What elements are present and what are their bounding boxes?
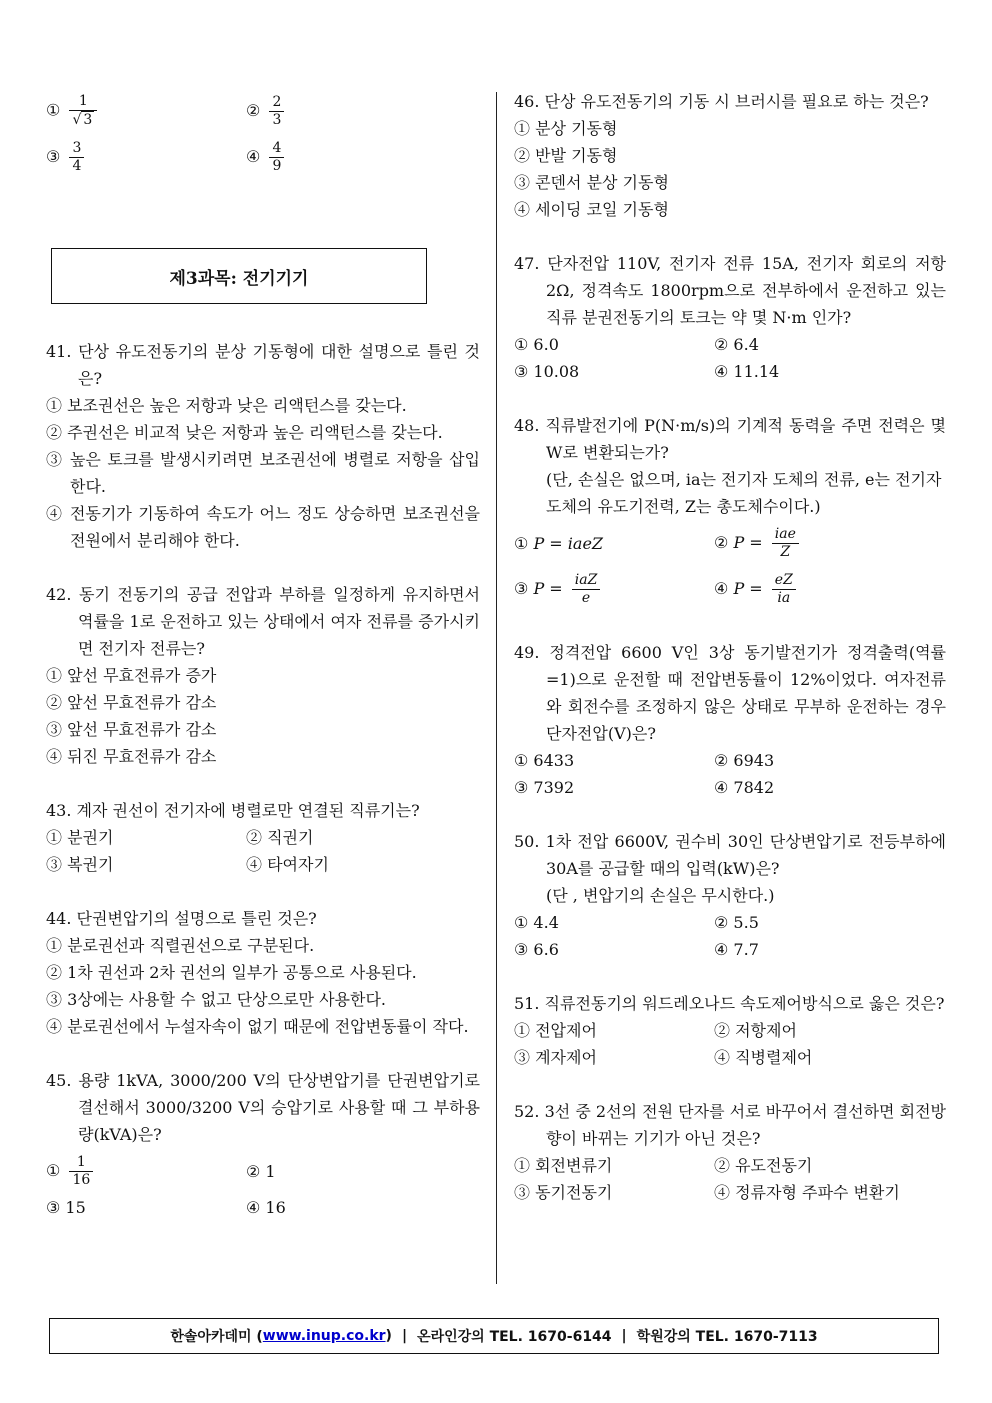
- option-3: ③ 동기전동기: [514, 1183, 613, 1202]
- option-1: ① 회전변류기: [514, 1156, 613, 1175]
- option-1: ① 6.0: [514, 335, 559, 354]
- option-3: ③ 앞선 무효전류가 감소: [46, 720, 217, 739]
- prev-option-4: ④ $\frac{4}{9}$: [246, 140, 446, 175]
- question-49: [514, 639, 946, 801]
- prev-option-2: ② $\frac{2}{3}$: [246, 94, 446, 129]
- option-1: ① 분로권선과 직렬권선으로 구분된다.: [46, 936, 315, 955]
- option-4: ④ 16: [246, 1198, 286, 1217]
- fraction: $\frac{3}{4}$: [69, 140, 84, 175]
- option-2: ② 1: [246, 1161, 276, 1181]
- option-2: ② 주권선은 비교적 낮은 저항과 높은 리액턴스를 갖는다.: [46, 423, 443, 442]
- option-2: ② 유도전동기: [714, 1156, 813, 1175]
- option-3: ③ 10.08: [514, 362, 580, 381]
- option-4: ④ P = $\frac{eZ}{ia}$: [714, 572, 914, 607]
- question-text: 52. 3선 중 2선의 전원 단자를 서로 바꾸어서 결선하면 회전방향이 바뀌는 기기가 아닌 것은?: [514, 1102, 946, 1148]
- option-3: ③ 콘덴서 분상 기동형: [514, 173, 669, 192]
- option-4: ④ 타여자기: [246, 855, 329, 874]
- option-1: ① 앞선 무효전류가 증가: [46, 666, 217, 685]
- question-note: (단 , 변압기의 손실은 무시한다.): [546, 886, 775, 905]
- question-48: [514, 412, 946, 612]
- footer: 한솔아카데미 ( www.inup.co.kr ) | 온라인강의 TEL. 1670-6144 | 학원강의 TEL. 1670-7113: [49, 1318, 939, 1354]
- fraction: $\frac{4}{9}$: [269, 140, 284, 175]
- question-text: 45. 용량 1kVA, 3000/200 V의 단상변압기를 단권변압기로 결선해서 3000/3200 V의 승압기로 사용할 때 그 부하용량(kVA)은?: [46, 1071, 480, 1144]
- option-4: ④ 뒤진 무효전류가 감소: [46, 747, 217, 766]
- online-phone: 온라인강의 TEL. 1670-6144: [417, 1329, 612, 1345]
- option-4: ④ 7842: [714, 778, 775, 797]
- option-3: ③ 6.6: [514, 940, 559, 959]
- question-text: 51. 직류전동기의 워드레오나드 속도제어방식으로 옳은 것은?: [514, 994, 945, 1013]
- prev-option-3: ③ $\frac{3}{4}$: [46, 140, 246, 175]
- fraction: $\frac{\text{iae}}{Z}$: [772, 526, 799, 561]
- option-2: ② 직권기: [246, 828, 314, 847]
- option-3: ③ 7392: [514, 778, 575, 797]
- sqrt-symbol: √ 3: [72, 112, 93, 128]
- question-47: [514, 250, 946, 385]
- option-1: ① 분상 기동형: [514, 119, 618, 138]
- fraction: $\frac{1}{√ 3}$: [69, 93, 97, 129]
- option-2: ② 저항제어: [714, 1021, 797, 1040]
- question-text: 46. 단상 유도전동기의 기동 시 브러시를 필요로 하는 것은?: [514, 92, 929, 111]
- option-1: ① 6433: [514, 751, 575, 770]
- question-43: [46, 797, 480, 878]
- question-text: 50. 1차 전압 6600V, 권수비 30인 단상변압기로 전등부하에 30A를 공급할 때의 입력(kW)은?: [514, 832, 946, 878]
- option-4: ④ 11.14: [714, 362, 780, 381]
- question-50: [514, 828, 946, 963]
- option-2: ② 6943: [714, 751, 775, 770]
- prev-option-1: ① $\frac{1}{√ 3}$: [46, 93, 246, 129]
- option-2: ② 반발 기동형: [514, 146, 618, 165]
- option-2: ② 1차 권선과 2차 권선의 일부가 공통으로 사용된다.: [46, 963, 417, 982]
- option-1: ① 4.4: [514, 913, 559, 932]
- question-text: 43. 계자 권선이 전기자에 병렬로만 연결된 직류기는?: [46, 801, 420, 820]
- fraction: $\frac{2}{3}$: [269, 94, 284, 129]
- option-2: ② P = $\frac{\text{iae}}{Z}$: [714, 526, 914, 561]
- question-52: [514, 1098, 946, 1206]
- option-1: ① 분권기: [46, 828, 114, 847]
- prev-options-row-2: [46, 134, 480, 180]
- option-1: ① $\frac{1}{16}$: [46, 1154, 246, 1189]
- question-text: 41. 단상 유도전동기의 분상 기동형에 대한 설명으로 틀린 것은?: [46, 342, 480, 388]
- option-3: ③ P = $\frac{\text{iaZ}}{e}$: [514, 572, 714, 607]
- question-46: [514, 88, 946, 223]
- option-3: ③ 계자제어: [514, 1048, 597, 1067]
- option-4: ④ 정류자형 주파수 변환기: [714, 1183, 900, 1202]
- section-title: 제3과목: 전기기기: [51, 248, 427, 304]
- column-divider: [496, 92, 497, 1284]
- option-3: ③ 복권기: [46, 855, 114, 874]
- right-column: [514, 88, 946, 1206]
- question-45: [46, 1067, 480, 1221]
- question-44: [46, 905, 480, 1040]
- prev-options-row-1: [46, 88, 480, 134]
- option-4: ④ 세이딩 코일 기동형: [514, 200, 669, 219]
- question-51: [514, 990, 946, 1071]
- option-2: ② 5.5: [714, 913, 759, 932]
- option-2: ② 6.4: [714, 335, 759, 354]
- question-text: 49. 정격전압 6600 V인 3상 동기발전기가 정격출력(역률=1)으로 운전할 때 전압변동률이 12%이었다. 여자전류와 회전수를 조정하지 않은 상태로 무부하 운전하는 경우 단자전압(V)은?: [514, 643, 946, 743]
- option-1: ① P = iaeZ: [514, 533, 604, 553]
- fraction: $\frac{eZ}{ia}$: [772, 572, 796, 607]
- option-1: ① 보조권선은 높은 저항과 낮은 리액턴스를 갖는다.: [46, 396, 407, 415]
- question-text: 47. 단자전압 110V, 전기자 전류 15A, 전기자 회로의 저항 2Ω, 정격속도 1800rpm으로 전부하에서 운전하고 있는 직류 분권전동기의 토크는 약 몇 N·m 인가?: [514, 254, 946, 327]
- option-3: ③ 높은 토크를 발생시키려면 보조권선에 병렬로 저항을 삽입한다.: [46, 450, 480, 496]
- option-4: ④ 분로권선에서 누설자속이 없기 때문에 전압변동률이 작다.: [46, 1017, 469, 1036]
- fraction: $\frac{1}{16}$: [69, 1154, 93, 1189]
- question-note: (단, 손실은 없으며, ia는 전기자 도체의 전류, e는 전기자 도체의 유도기전력, Z는 총도체수이다.): [546, 470, 942, 516]
- question-text: 44. 단권변압기의 설명으로 틀린 것은?: [46, 909, 317, 928]
- academy-link[interactable]: www.inup.co.kr: [262, 1328, 386, 1344]
- option-3: ③ 3상에는 사용할 수 없고 단상으로만 사용한다.: [46, 990, 386, 1009]
- question-41: [46, 338, 480, 554]
- question-42: [46, 581, 480, 770]
- fraction: $\frac{\text{iaZ}}{e}$: [572, 572, 601, 607]
- offline-phone: 학원강의 TEL. 1670-7113: [636, 1329, 818, 1345]
- option-3: ③ 15: [46, 1198, 86, 1217]
- option-4: ④ 7.7: [714, 940, 759, 959]
- option-2: ② 앞선 무효전류가 감소: [46, 693, 217, 712]
- question-text: 42. 동기 전동기의 공급 전압과 부하를 일정하게 유지하면서 역률을 1로 운전하고 있는 상태에서 여자 전류를 증가시키면 전기자 전류는?: [46, 585, 480, 658]
- question-text: 48. 직류발전기에 P(N·m/s)의 기계적 동력을 주면 전력은 몇 W로 변환되는가?: [514, 416, 946, 462]
- option-4: ④ 직병렬제어: [714, 1048, 813, 1067]
- option-4: ④ 전동기가 기동하여 속도가 어느 정도 상승하면 보조권선을 전원에서 분리해야 한다.: [46, 504, 480, 550]
- option-1: ① 전압제어: [514, 1021, 597, 1040]
